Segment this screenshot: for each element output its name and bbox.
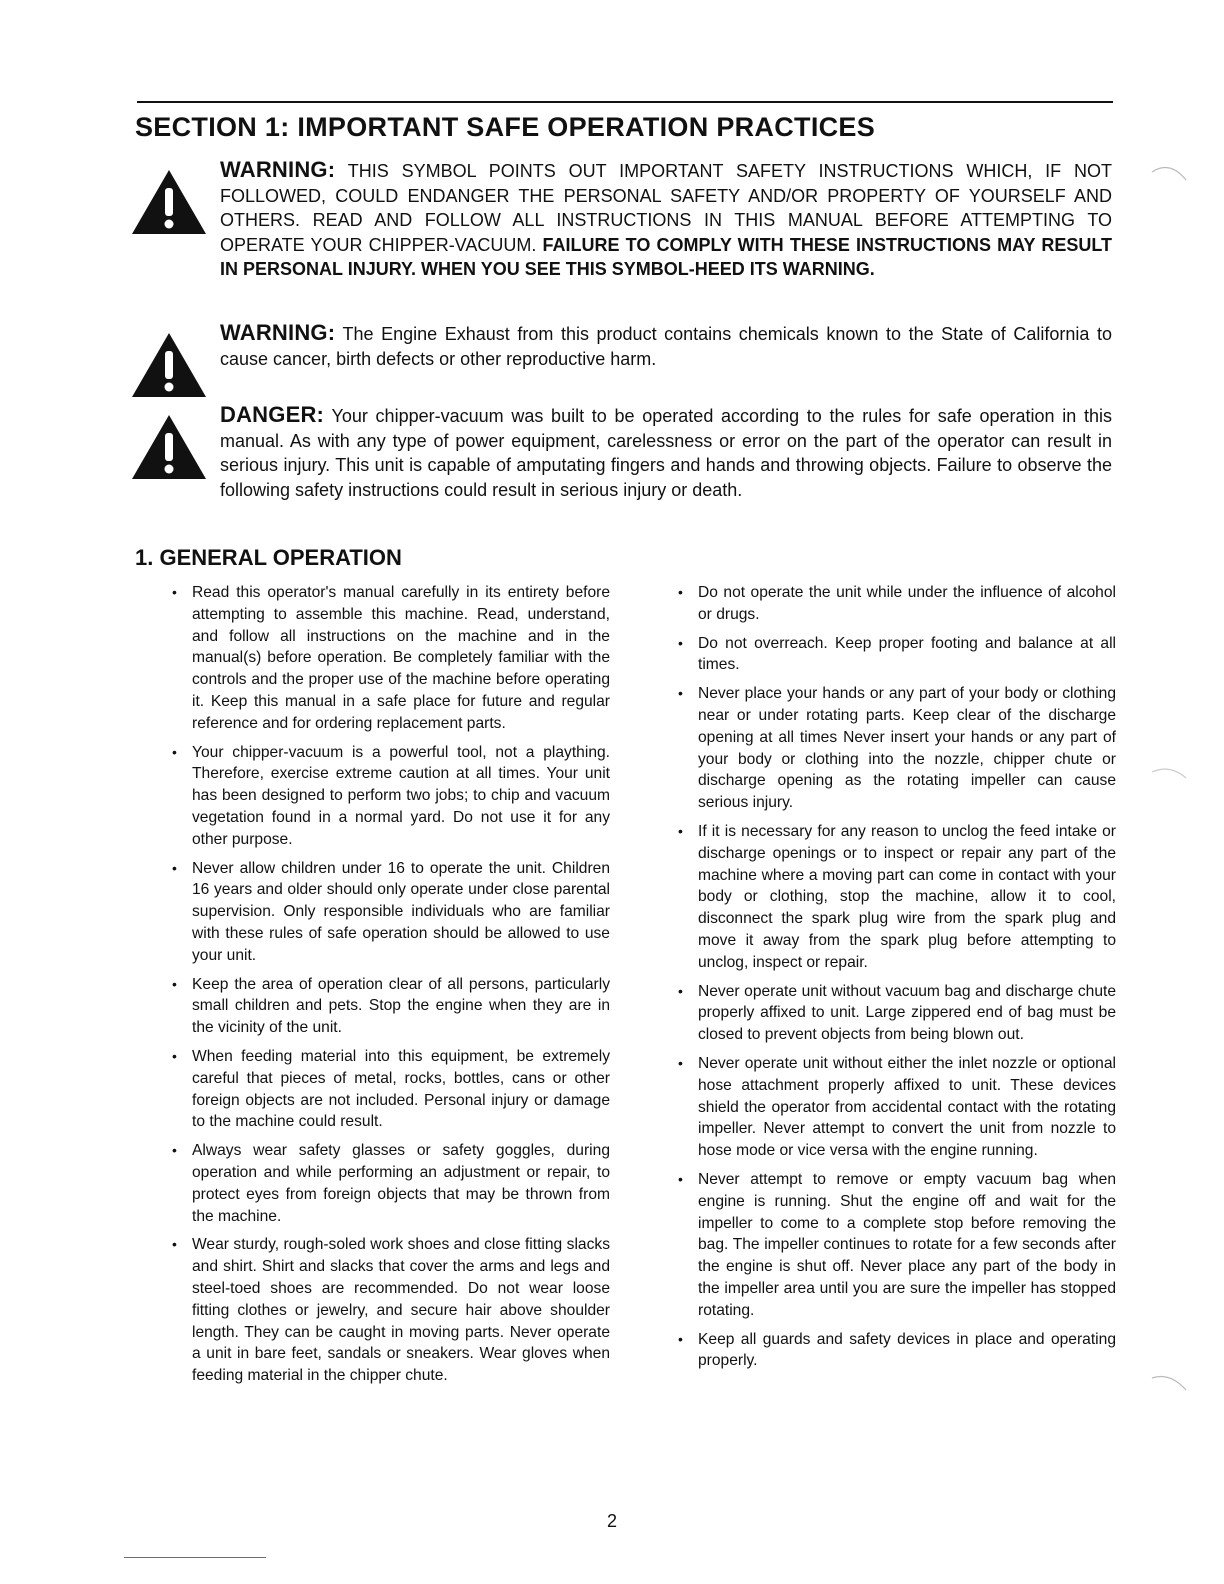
footer-divider xyxy=(124,1557,266,1558)
notice-text xyxy=(220,158,1112,282)
list-item: • Wear sturdy, rough-soled work shoes and close fitting slacks and shirt. Shirt and slacks that cover the arms and legs and steel-toed shoes are recommended. Do not wear loose fitting clothes or jewelry, and secure hair above shoulder length. They can be caught in moving parts. Never operate a unit in bare feet, sandals or sneakers. Wear gloves when feeding material in the chipper chute. xyxy=(172,1236,610,1385)
warning-triangle-icon xyxy=(130,168,208,236)
subsection-title: 1. GENERAL OPERATION xyxy=(135,545,402,570)
notice-keyword: WARNING: xyxy=(220,320,336,345)
list-item: • Never operate unit without vacuum bag and discharge chute properly affixed to unit. Large zippered end of bag must be closed to prevent objects from being blown out. xyxy=(678,982,1116,1044)
notice-body: The Engine Exhaust from this product contains chemicals known to the State of California to cause cancer, birth defects or other reproductive harm. xyxy=(220,324,1112,369)
list-item: • Keep all guards and safety devices in place and operating properly. xyxy=(678,1330,1116,1370)
list-item: • Never operate unit without either the inlet nozzle or optional hose attachment properly affixed to unit. These devices shield the operator from accidental contact with the rotating impeller. Never attempt to convert the unit from nozzle to hose mode or vice versa with the engine running. xyxy=(678,1054,1116,1160)
list-item: • Never allow children under 16 to operate the unit. Children 16 years and older should only operate under close parental supervision. Only responsible individuals who are familiar with these rules of safe operation should be allowed to use your unit. xyxy=(172,859,610,964)
notice-keyword: DANGER: xyxy=(220,402,325,427)
notice-text xyxy=(220,321,1112,371)
notice-warning-symbol xyxy=(130,158,1120,308)
notice-keyword: WARNING: xyxy=(220,157,336,182)
list-item: • When feeding material into this equipment, be extremely careful that pieces of metal, rocks, bottles, cans or other foreign objects are not included. Personal injury or damage to the machine could result. xyxy=(172,1047,610,1131)
list-item: • Always wear safety glasses or safety goggles, during operation and while performing an adjustment or repair, to protect eyes from foreign objects that may be thrown from the machine. xyxy=(172,1142,610,1225)
notice-body: Your chipper-vacuum was built to be operated according to the rules for safe operation in this manual. As with any type of power equipment, carelessness or error on the part of the operator can result in serious injury. This unit is capable of amputating fingers and hands and throwing objects. Failure to observe the following safety instructions could result in serious injury or death. xyxy=(220,406,1112,500)
section-title: SECTION 1: IMPORTANT SAFE OPERATION PRACTICES xyxy=(135,112,876,142)
list-item: • If it is necessary for any reason to unclog the feed intake or discharge openings or to inspect or repair any part of the machine where a moving part can come in contact with your body or clothing, stop the machine, allow it to cool, disconnect the spark plug wire from the spark plug and move it away from the spark plug before attempting to unclog, inspect or repair. xyxy=(678,822,1116,971)
warning-triangle-icon xyxy=(130,413,208,481)
right-column-list xyxy=(676,582,1116,1379)
notice-body: THIS SYMBOL POINTS OUT IMPORTANT SAFETY INSTRUCTIONS WHICH, IF NOT FOLLOWED, COULD ENDANGER THE PERSONAL SAFETY AND/OR PROPERTY OF YOURSELF AND OTHERS. READ AND FOLLOW ALL INSTRUCTIONS IN THIS MANUAL BEFORE ATTEMPTING TO OPERATE YOUR CHIPPER-VACUUM. xyxy=(220,161,1112,255)
list-item: • Do not operate the unit while under the influence of alcohol or drugs. xyxy=(678,584,1116,623)
list-item: • Read this operator's manual carefully in its entirety before attempting to assemble this machine. Read, understand, and follow all instructions on the machine and in the manual(s) before operation. Be completely familiar with the controls and the proper use of the machine before operating it. Keep this manual in a safe place for future and regular reference and for ordering replacement parts. xyxy=(172,584,610,732)
warning-triangle-icon xyxy=(130,331,208,399)
scan-mark xyxy=(1150,1370,1190,1394)
list-item: • Never place your hands or any part of your body or clothing near or under rotating parts. Keep clear of the discharge opening at all times Never insert your hands or any part of your body or clothing into the nozzle, chipper chute or discharge opening as the rotating impeller can cause serious injury. xyxy=(678,685,1116,812)
list-item: • Keep the area of operation clear of all persons, particularly small children and pets. Stop the engine when they are in the vicinity of the unit. xyxy=(172,975,610,1037)
header-rule xyxy=(137,101,1113,103)
page-number: 2 xyxy=(606,1511,617,1531)
left-column-list xyxy=(170,582,610,1394)
notice-bold-body: FAILURE TO COMPLY WITH THESE INSTRUCTIONS MAY RESULT IN PERSONAL INJURY. WHEN YOU SEE THIS SYMBOL-HEED ITS WARNING. xyxy=(220,234,1112,279)
scan-mark xyxy=(1150,760,1190,784)
notice-warning-exhaust xyxy=(130,321,1120,381)
list-item: • Your chipper-vacuum is a powerful tool, not a plaything. Therefore, exercise extreme caution at all times. Your unit has been designed to perform two jobs; to chip and vacuum vegetation found in a normal yard. Do not use it for any other purpose. xyxy=(172,743,610,848)
notice-text xyxy=(220,403,1112,502)
scan-mark xyxy=(1150,160,1190,184)
notice-danger xyxy=(130,403,1120,528)
list-item: • Do not overreach. Keep proper footing and balance at all times. xyxy=(678,634,1116,674)
list-item: • Never attempt to remove or empty vacuum bag when engine is running. Shut the engine off and wait for the impeller to come to a complete stop before removing the bag. The impeller continues to rotate for a few seconds after the engine is shut off. Never place any part of the body in the impeller area until you are sure the impeller has stopped rotating. xyxy=(678,1170,1116,1319)
